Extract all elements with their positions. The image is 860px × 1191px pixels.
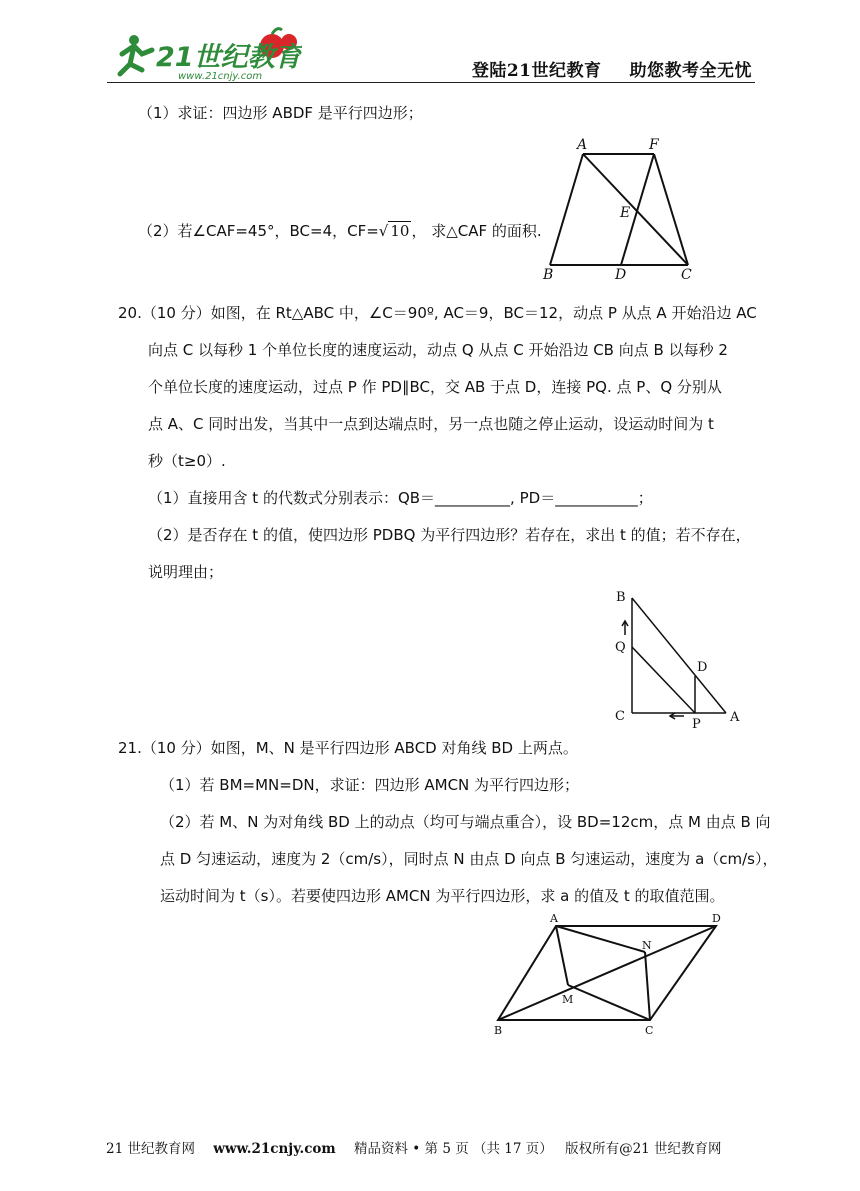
slogan-left: 登陆21世纪教育 — [471, 61, 602, 81]
q20-part2-line1: （2）是否存在 t 的值，使四边形 PDBQ 为平行四边形？若存在，求出 t 的值；若不存在， — [148, 526, 751, 544]
site-logo[interactable] — [112, 24, 302, 84]
figure-q19 — [535, 132, 710, 282]
label-b: B — [616, 590, 626, 605]
q19-part2-suffix: ， 求△CAF 的面积. — [411, 222, 542, 240]
q20-line3: 个单位长度的速度运动，过点 P 作 PD∥BC，交 AB 于点 D，连接 PQ. 点 P、Q 分别从 — [148, 378, 722, 396]
label-f: F — [649, 137, 659, 153]
footer-copyright: 版权所有@21 世纪教育网 — [565, 1141, 722, 1157]
label-c: C — [681, 267, 692, 282]
label-b: B — [494, 1024, 503, 1037]
sqrt-expression: √ 10 — [378, 222, 410, 240]
q19-part2-prefix: （2）若∠CAF=45°，BC=4，CF= — [138, 222, 379, 240]
header-slogan — [472, 56, 752, 81]
q20-line1: 20.（10 分）如图，在 Rt△ABC 中，∠C＝90º, AC＝9，BC＝12，动点 P 从点 A 开始沿边 AC — [118, 304, 757, 322]
footer-site-link[interactable]: www.21cnjy.com — [213, 1141, 336, 1157]
label-c: C — [615, 709, 625, 724]
label-d: D — [712, 912, 721, 925]
q20-line4: 点 A、C 同时出发，当其中一点到达端点时，另一点也随之停止运动，设运动时间为 t — [148, 415, 714, 433]
label-p: P — [692, 717, 701, 730]
logo-url: www.21cnjy.com — [178, 71, 263, 82]
label-a: A — [577, 137, 588, 153]
header-divider — [107, 82, 755, 83]
label-b: B — [543, 267, 554, 282]
q20-line5: 秒（t≥0）. — [148, 452, 226, 470]
sqrt-radicand: 10 — [390, 222, 410, 240]
slogan-right: 助您教考全无忧 — [629, 61, 752, 81]
page-footer — [106, 1137, 722, 1157]
label-n: N — [642, 939, 652, 952]
q21-line1: 21.（10 分）如图，M、N 是平行四边形 ABCD 对角线 BD 上两点。 — [118, 739, 578, 757]
figure-q20 — [610, 585, 750, 730]
q20-part1: （1）直接用含 t 的代数式分别表示：QB＝__________, PD＝___________； — [148, 489, 653, 507]
label-a: A — [730, 710, 740, 725]
q19-part2 — [138, 220, 542, 242]
footer-left: 21 世纪教育网 — [106, 1141, 195, 1157]
q20-line2: 向点 C 以每秒 1 个单位长度的速度运动，动点 Q 从点 C 开始沿边 CB 向点 B 以每秒 2 — [148, 341, 728, 359]
label-q: Q — [615, 640, 626, 655]
q21-part1: （1）若 BM=MN=DN，求证：四边形 AMCN 为平行四边形； — [160, 776, 580, 794]
q21-part2-line3: 运动时间为 t（s）。若要使四边形 AMCN 为平行四边形，求 a 的值及 t 的取值范围。 — [160, 887, 725, 905]
q19-part1: （1）求证：四边形 ABDF 是平行四边形； — [138, 104, 423, 122]
figure-q21 — [490, 910, 730, 1040]
q21-part2-line1: （2）若 M、N 为对角线 BD 上的动点（均可与端点重合），设 BD=12cm，点 M 由点 B 向 — [160, 813, 771, 831]
label-c: C — [645, 1024, 654, 1037]
runner-icon — [120, 35, 152, 74]
footer-page-info: 精品资料 • 第 5 页 （共 17 页） — [354, 1141, 553, 1157]
q20-part2-line2: 说明理由； — [148, 563, 224, 581]
q21-part2-line2: 点 D 匀速运动，速度为 2（cm/s），同时点 N 由点 D 向点 B 匀速运动，速度为 a（cm/s）， — [160, 850, 778, 868]
label-m: M — [562, 993, 574, 1006]
logo-text: 21世纪教育 — [156, 42, 302, 73]
label-d: D — [615, 267, 627, 282]
label-d: D — [697, 660, 708, 675]
label-e: E — [620, 205, 631, 221]
label-a: A — [550, 912, 558, 925]
